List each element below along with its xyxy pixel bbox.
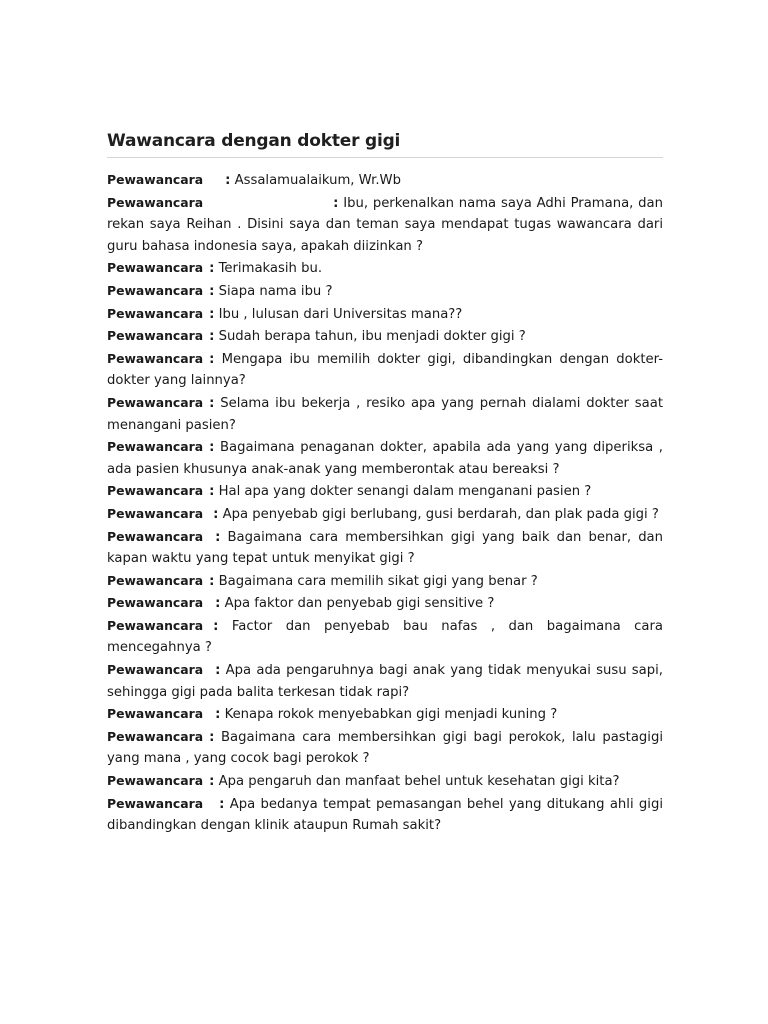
speaker-separator: : [215,663,221,679]
interview-line [107,615,663,659]
speaker-label: Pewawancara [107,282,204,298]
interview-lines [107,169,663,837]
speaker-separator: : [215,529,221,545]
speaker-label: Pewawancara [107,305,204,321]
line-text: Selama ibu bekerja , resiko apa yang pernah dialami dokter saat menangani pasien? [107,395,663,433]
interview-line [107,257,663,280]
speaker-separator: : [213,506,219,522]
speaker-label: Pewawancara [107,483,204,499]
speaker-separator: : [213,618,219,634]
speaker-label: Pewawancara [107,194,204,210]
speaker-separator: : [209,351,215,367]
interview-line [107,770,663,793]
line-text: Bagaimana cara membersihkan gigi bagi perokok, lalu pastagigi yang mana , yang cocok bagi perokok ? [107,729,663,767]
line-text: Mengapa ibu memilih dokter gigi, dibandingkan dengan dokter-dokter yang lainnya? [107,351,663,389]
line-text: Apa penyebab gigi berlubang, gusi berdarah, dan plak pada gigi ? [218,506,659,522]
speaker-separator: : [209,283,215,299]
speaker-separator: : [225,173,231,188]
line-text: Ibu , lulusan dari Universitas mana?? [214,306,463,322]
document-page [107,128,663,837]
interview-line [107,436,663,480]
speaker-label: Pewawancara [107,528,204,544]
interview-line [107,703,663,726]
interview-line [107,793,663,837]
speaker-label: Pewawancara [107,773,204,789]
speaker-label: Pewawancara [107,706,204,722]
line-text: Factor dan penyebab bau nafas , dan bagaimana cara mencegahnya ? [107,618,663,656]
interview-line [107,503,663,526]
interview-line [107,280,663,303]
speaker-separator: : [209,261,215,277]
interview-line [107,659,663,703]
title-divider [107,157,663,158]
line-text: Terimakasih bu. [214,261,323,277]
speaker-separator: : [209,306,215,322]
interview-line [107,392,663,436]
line-text: Ibu, perkenalkan nama saya Adhi Pramana, dan rekan saya Reihan . Disini saya dan teman saya mendapat tugas wawancara dari guru bahasa indonesia saya, apakah diizinkan ? [107,195,663,254]
line-text: Apa faktor dan penyebab gigi sensitive ? [220,596,495,612]
speaker-label: Pewawancara [107,795,204,811]
speaker-label: Pewawancara [107,505,204,521]
interview-line [107,592,663,615]
line-text: Bagaimana cara memilih sikat gigi yang benar ? [214,573,538,589]
speaker-separator: : [209,440,215,456]
speaker-separator: : [209,573,215,589]
line-text: Bagaimana penaganan dokter, apabila ada yang yang diperiksa , ada pasien khusunya anak-anak yang memberontak atau bereaksi ? [107,440,663,477]
speaker-separator: : [333,195,339,211]
speaker-label: Pewawancara [107,595,204,611]
interview-line [107,192,663,258]
line-text: Hal apa yang dokter senangi dalam menganani pasien ? [214,484,592,500]
speaker-separator: : [215,596,221,612]
speaker-separator: : [209,774,215,790]
speaker-label: Pewawancara [107,728,204,744]
line-text: Apa pengaruh dan manfaat behel untuk kesehatan gigi kita? [214,774,620,790]
interview-line [107,348,663,392]
speaker-label: Pewawancara [107,572,204,588]
speaker-label: Pewawancara [107,617,204,633]
interview-line [107,480,663,503]
speaker-separator: : [209,395,215,411]
interview-line [107,303,663,326]
speaker-separator: : [209,329,215,345]
document-title: Wawancara dengan dokter gigi [107,131,401,151]
speaker-label: Pewawancara [107,439,204,455]
speaker-separator: : [219,796,225,812]
line-text: Apa bedanya tempat pemasangan behel yang ditukang ahli gigi dibandingkan dengan klinik ataupun Rumah sakit? [107,796,663,834]
line-text: Assalamualaikum, Wr.Wb [230,173,401,188]
line-text: Apa ada pengaruhnya bagi anak yang tidak menyukai susu sapi, sehingga gigi pada balita terkesan tidak rapi? [107,663,663,700]
speaker-separator: : [209,484,215,500]
line-text: Sudah berapa tahun, ibu menjadi dokter gigi ? [214,329,526,345]
line-text: Bagaimana cara membersihkan gigi yang baik dan benar, dan kapan waktu yang tepat untuk menyikat gigi ? [107,529,663,567]
speaker-label: Pewawancara [107,260,204,276]
speaker-label: Pewawancara [107,328,204,344]
interview-line [107,325,663,348]
speaker-label: Pewawancara [107,172,204,187]
speaker-label: Pewawancara [107,662,204,678]
speaker-separator: : [209,729,215,745]
interview-line [107,526,663,570]
interview-line [107,169,663,192]
interview-line [107,570,663,593]
speaker-label: Pewawancara [107,350,204,366]
line-text: Kenapa rokok menyebabkan gigi menjadi kuning ? [220,707,558,723]
speaker-label: Pewawancara [107,394,204,410]
speaker-separator: : [215,707,221,723]
interview-line [107,726,663,770]
line-text: Siapa nama ibu ? [214,283,333,299]
